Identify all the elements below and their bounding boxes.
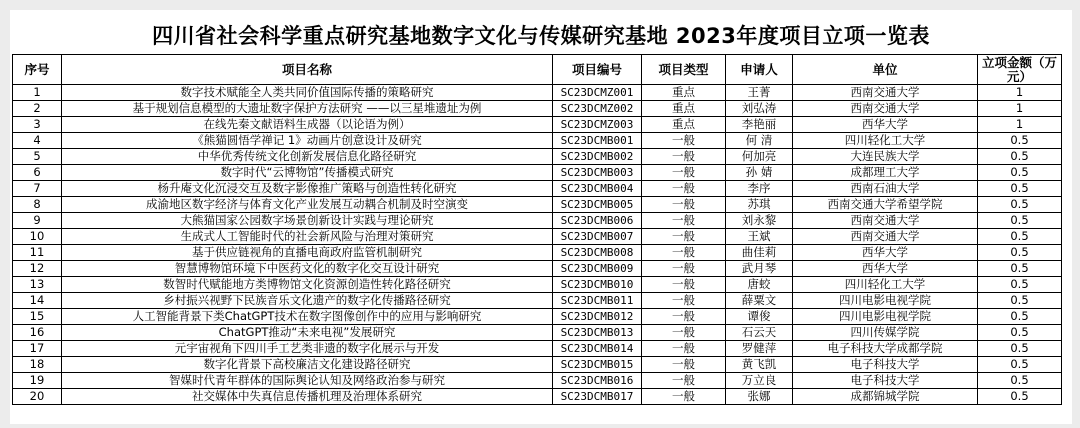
row-index: 11 <box>13 245 62 261</box>
funding-amount: 0.5 <box>978 149 1062 165</box>
project-type: 一般 <box>642 229 726 245</box>
applicant: 李序 <box>726 181 793 197</box>
project-type: 重点 <box>642 101 726 117</box>
funding-amount: 0.5 <box>978 181 1062 197</box>
table-row <box>13 197 1062 213</box>
table-row <box>13 325 1062 341</box>
row-index: 2 <box>13 101 62 117</box>
project-code: SC23DCMZ001 <box>553 85 642 101</box>
funding-amount: 0.5 <box>978 229 1062 245</box>
row-index: 16 <box>13 325 62 341</box>
project-code: SC23DCMB009 <box>553 261 642 277</box>
funding-amount: 1 <box>978 101 1062 117</box>
project-name: 智慧博物馆环境下中医药文化的数字化交互设计研究 <box>62 261 553 277</box>
table-row <box>13 101 1062 117</box>
institution: 西南交通大学 <box>793 213 978 229</box>
institution: 四川轻化工大学 <box>793 277 978 293</box>
project-code: SC23DCMB008 <box>553 245 642 261</box>
project-name: 《熊猫圆悟学禅记 1》动画片创意设计及研究 <box>62 133 553 149</box>
project-code: SC23DCMZ003 <box>553 117 642 133</box>
applicant: 张娜 <box>726 389 793 405</box>
funding-amount: 1 <box>978 117 1062 133</box>
row-index: 3 <box>13 117 62 133</box>
applicant: 谭俊 <box>726 309 793 325</box>
institution: 西华大学 <box>793 117 978 133</box>
funding-amount: 0.5 <box>978 325 1062 341</box>
funding-amount: 0.5 <box>978 293 1062 309</box>
project-name: 社交媒体中失真信息传播机理及治理体系研究 <box>62 389 553 405</box>
column-header: 项目类型 <box>642 55 726 85</box>
project-code: SC23DCMB013 <box>553 325 642 341</box>
project-code: SC23DCMB004 <box>553 181 642 197</box>
table-row <box>13 229 1062 245</box>
project-type: 一般 <box>642 149 726 165</box>
project-type: 一般 <box>642 277 726 293</box>
institution: 西华大学 <box>793 261 978 277</box>
institution: 四川电影电视学院 <box>793 309 978 325</box>
table-row <box>13 149 1062 165</box>
project-type: 一般 <box>642 213 726 229</box>
project-table <box>12 54 1062 405</box>
project-name: 生成式人工智能时代的社会新风险与治理对策研究 <box>62 229 553 245</box>
row-index: 15 <box>13 309 62 325</box>
project-type: 重点 <box>642 85 726 101</box>
project-type: 一般 <box>642 341 726 357</box>
applicant: 王斌 <box>726 229 793 245</box>
row-index: 14 <box>13 293 62 309</box>
project-code: SC23DCMB012 <box>553 309 642 325</box>
institution: 西南交通大学 <box>793 85 978 101</box>
applicant: 李艳丽 <box>726 117 793 133</box>
project-name: 在线先秦文献语料生成器（以论语为例） <box>62 117 553 133</box>
applicant: 黄飞凯 <box>726 357 793 373</box>
project-name: 中华优秀传统文化创新发展信息化路径研究 <box>62 149 553 165</box>
applicant: 唐蛟 <box>726 277 793 293</box>
project-code: SC23DCMB002 <box>553 149 642 165</box>
document-sheet <box>10 10 1072 424</box>
column-header: 立项金额（万元） <box>978 55 1062 85</box>
institution: 成都理工大学 <box>793 165 978 181</box>
project-name: 人工智能背景下类ChatGPT技术在数字图像创作中的应用与影响研究 <box>62 309 553 325</box>
project-type: 一般 <box>642 357 726 373</box>
funding-amount: 1 <box>978 85 1062 101</box>
project-type: 一般 <box>642 309 726 325</box>
row-index: 9 <box>13 213 62 229</box>
funding-amount: 0.5 <box>978 309 1062 325</box>
table-row <box>13 85 1062 101</box>
table-row <box>13 133 1062 149</box>
row-index: 18 <box>13 357 62 373</box>
project-name: 数字时代“云博物馆”传播模式研究 <box>62 165 553 181</box>
row-index: 4 <box>13 133 62 149</box>
project-code: SC23DCMB003 <box>553 165 642 181</box>
table-row <box>13 213 1062 229</box>
institution: 西华大学 <box>793 245 978 261</box>
funding-amount: 0.5 <box>978 213 1062 229</box>
funding-amount: 0.5 <box>978 373 1062 389</box>
project-code: SC23DCMB006 <box>553 213 642 229</box>
project-type: 一般 <box>642 325 726 341</box>
funding-amount: 0.5 <box>978 341 1062 357</box>
table-row <box>13 389 1062 405</box>
row-index: 17 <box>13 341 62 357</box>
project-type: 一般 <box>642 165 726 181</box>
project-name: 乡村振兴视野下民族音乐文化遗产的数字化传播路径研究 <box>62 293 553 309</box>
column-header: 项目编号 <box>553 55 642 85</box>
funding-amount: 0.5 <box>978 245 1062 261</box>
project-name: 数智时代赋能地方类博物馆文化资源创造性转化路径研究 <box>62 277 553 293</box>
applicant: 刘弘涛 <box>726 101 793 117</box>
table-row <box>13 261 1062 277</box>
applicant: 薛粟文 <box>726 293 793 309</box>
institution: 电子科技大学 <box>793 373 978 389</box>
institution: 大连民族大学 <box>793 149 978 165</box>
institution: 西南交通大学 <box>793 101 978 117</box>
project-code: SC23DCMZ002 <box>553 101 642 117</box>
applicant: 王菁 <box>726 85 793 101</box>
institution: 电子科技大学 <box>793 357 978 373</box>
funding-amount: 0.5 <box>978 197 1062 213</box>
applicant: 何 清 <box>726 133 793 149</box>
header-row <box>13 55 1062 85</box>
project-type: 一般 <box>642 197 726 213</box>
project-type: 一般 <box>642 133 726 149</box>
row-index: 12 <box>13 261 62 277</box>
project-name: 数字技术赋能全人类共同价值国际传播的策略研究 <box>62 85 553 101</box>
table-row <box>13 341 1062 357</box>
institution: 四川传媒学院 <box>793 325 978 341</box>
table-row <box>13 181 1062 197</box>
project-code: SC23DCMB014 <box>553 341 642 357</box>
project-name: 基于供应链视角的直播电商政府监管机制研究 <box>62 245 553 261</box>
column-header: 单位 <box>793 55 978 85</box>
table-row <box>13 293 1062 309</box>
row-index: 8 <box>13 197 62 213</box>
row-index: 5 <box>13 149 62 165</box>
funding-amount: 0.5 <box>978 165 1062 181</box>
project-name: 基于规划信息模型的大遗址数字保护方法研究 ——以三星堆遗址为例 <box>62 101 553 117</box>
project-type: 一般 <box>642 181 726 197</box>
project-name: 数字化背景下高校廉洁文化建设路径研究 <box>62 357 553 373</box>
row-index: 20 <box>13 389 62 405</box>
institution: 西南交通大学希望学院 <box>793 197 978 213</box>
table-row <box>13 357 1062 373</box>
project-code: SC23DCMB015 <box>553 357 642 373</box>
applicant: 刘永黎 <box>726 213 793 229</box>
column-header: 项目名称 <box>62 55 553 85</box>
institution: 四川电影电视学院 <box>793 293 978 309</box>
applicant: 武月琴 <box>726 261 793 277</box>
funding-amount: 0.5 <box>978 133 1062 149</box>
row-index: 1 <box>13 85 62 101</box>
institution: 电子科技大学成都学院 <box>793 341 978 357</box>
row-index: 6 <box>13 165 62 181</box>
applicant: 罗健萍 <box>726 341 793 357</box>
table-row <box>13 309 1062 325</box>
institution: 四川轻化工大学 <box>793 133 978 149</box>
project-code: SC23DCMB007 <box>553 229 642 245</box>
project-name: 成渝地区数字经济与体育文化产业发展互动耦合机制及时空演变 <box>62 197 553 213</box>
project-name: 元宇宙视角下四川手工艺类非遗的数字化展示与开发 <box>62 341 553 357</box>
project-code: SC23DCMB005 <box>553 197 642 213</box>
project-name: 杨升庵文化沉浸交互及数字影像推广策略与创造性转化研究 <box>62 181 553 197</box>
table-row <box>13 117 1062 133</box>
project-code: SC23DCMB016 <box>553 373 642 389</box>
table-row <box>13 165 1062 181</box>
project-name: 智媒时代青年群体的国际舆论认知及网络政治参与研究 <box>62 373 553 389</box>
project-type: 一般 <box>642 245 726 261</box>
row-index: 19 <box>13 373 62 389</box>
institution: 西南交通大学 <box>793 229 978 245</box>
project-type: 一般 <box>642 293 726 309</box>
project-type: 重点 <box>642 117 726 133</box>
applicant: 苏琪 <box>726 197 793 213</box>
project-name: ChatGPT推动“未来电视”发展研究 <box>62 325 553 341</box>
row-index: 7 <box>13 181 62 197</box>
institution: 成都锦城学院 <box>793 389 978 405</box>
applicant: 曲佳莉 <box>726 245 793 261</box>
funding-amount: 0.5 <box>978 357 1062 373</box>
funding-amount: 0.5 <box>978 277 1062 293</box>
project-code: SC23DCMB010 <box>553 277 642 293</box>
project-name: 大熊猫国家公园数字场景创新设计实践与理论研究 <box>62 213 553 229</box>
table-row <box>13 277 1062 293</box>
row-index: 13 <box>13 277 62 293</box>
project-code: SC23DCMB001 <box>553 133 642 149</box>
table-row <box>13 245 1062 261</box>
table-row <box>13 373 1062 389</box>
project-code: SC23DCMB011 <box>553 293 642 309</box>
applicant: 石云天 <box>726 325 793 341</box>
project-type: 一般 <box>642 373 726 389</box>
project-type: 一般 <box>642 389 726 405</box>
applicant: 何加亮 <box>726 149 793 165</box>
applicant: 万立良 <box>726 373 793 389</box>
project-code: SC23DCMB017 <box>553 389 642 405</box>
project-type: 一般 <box>642 261 726 277</box>
funding-amount: 0.5 <box>978 389 1062 405</box>
institution: 西南石油大学 <box>793 181 978 197</box>
column-header: 申请人 <box>726 55 793 85</box>
row-index: 10 <box>13 229 62 245</box>
applicant: 孙 婧 <box>726 165 793 181</box>
page-title: 四川省社会科学重点研究基地数字文化与传媒研究基地 2023年度项目立项一览表 <box>152 24 930 48</box>
funding-amount: 0.5 <box>978 261 1062 277</box>
column-header: 序号 <box>13 55 62 85</box>
